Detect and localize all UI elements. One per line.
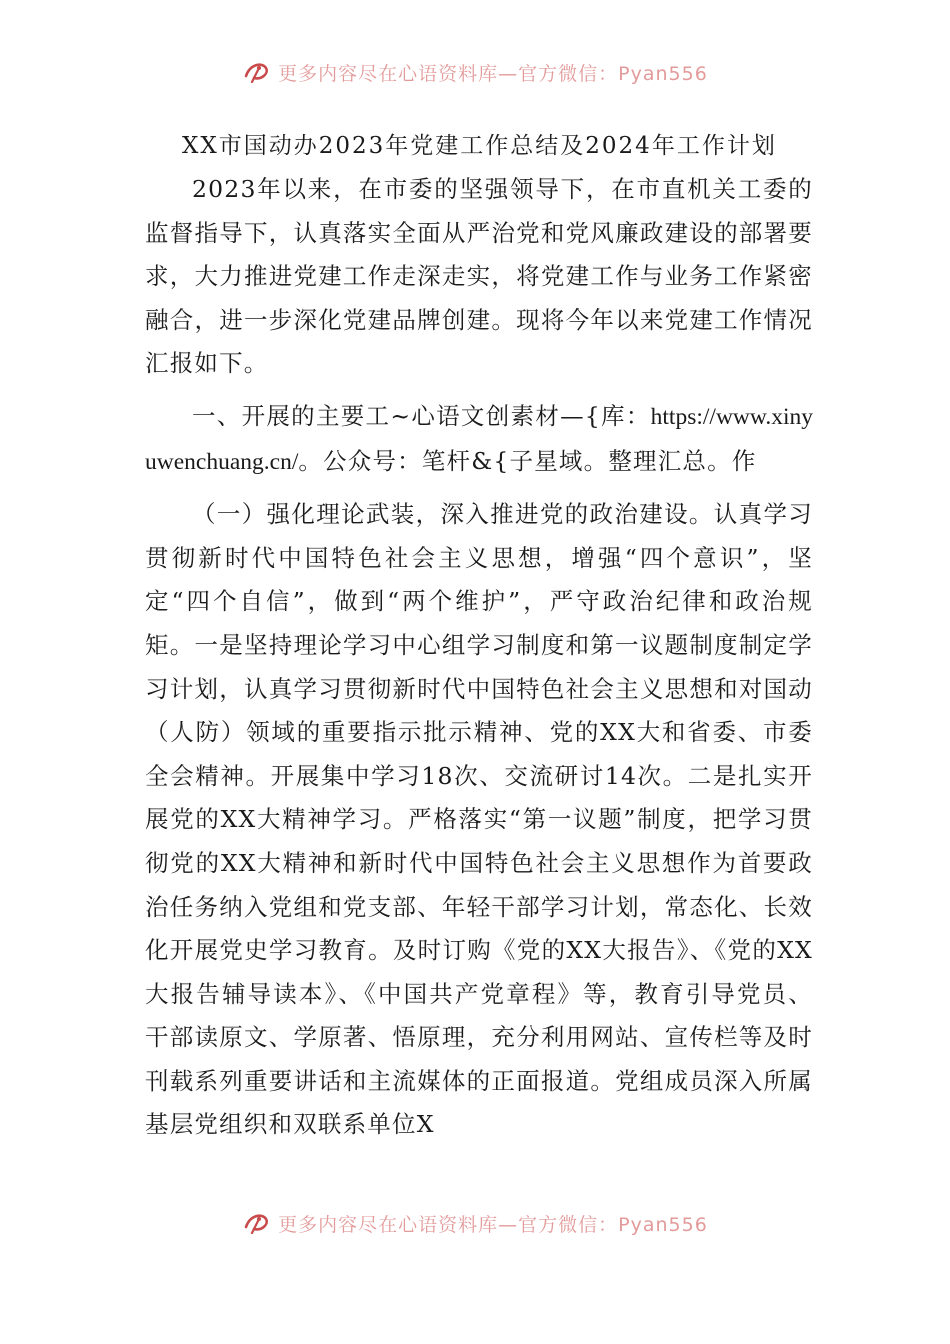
pen-swirl-logo-icon [242,1209,270,1237]
intro-paragraph: 2023年以来，在市委的坚强领导下，在市直机关工委的监督指导下，认真落实全面从严治党和党风廉政建设的部署要求，大力推进党建工作走深走实，将党建工作与业务工作紧密融合，进一步深化党建品牌创建。现将今年以来党建工作情况汇报如下。 [145,175,813,378]
section-1-paragraph: （一）强化理论武装，深入推进党的政治建设。认真学习贯彻新时代中国特色社会主义思想，增强“四个意识”，坚定“四个自信”，做到“两个维护”，严守政治纪律和政治规矩。一是坚持理论学习中心组学习制度和第一议题制度制定学习计划，认真学习贯彻新时代中国特色社会主义思想和对国动（人防）领域的重要指示批示精神、党的XX大和省委、市委全会精神。开展集中学习18次、交流研讨14次。二是扎实开展党的XX大精神学习。严格落实“第一议题”制度，把学习贯彻党的XX大精神和新时代中国特色社会主义思想作为首要政治任务纳入党组和党支部、年轻干部学习计划，常态化、长效化开展党史学习教育。及时订购《党的XX大报告》、《党的XX大报告辅导读本》、《中国共产党章程》等，教育引导党员、干部读原文、学原著、悟原理，充分利用网站、宣传栏等及时刊载系列重要讲话和主流媒体的正面报道。党组成员深入所属基层党组织和双联系单位X [145,500,813,1139]
heading-text-part-2: 。公众号：笔杆&{子星域。整理汇总。作 [298,446,757,475]
section-heading-paragraph [145,395,813,484]
source-url-part-2: www.xinyuwenchuang.cn/ [145,403,813,475]
pen-swirl-logo-icon [242,58,270,86]
footer-watermark [0,1203,950,1243]
header-watermark [0,52,950,92]
document-body [145,124,813,1147]
heading-text-part-1: 一、开展的主要工~心语文创素材—{库： [192,401,651,430]
watermark-text: 更多内容尽在心语资料库—官方微信：Pyan556 [278,62,708,85]
source-url-part-1: https:// [650,403,716,430]
document-title: XX市国动办2023年党建工作总结及2024年工作计划 [182,133,777,159]
watermark-text: 更多内容尽在心语资料库—官方微信：Pyan556 [278,1213,708,1236]
